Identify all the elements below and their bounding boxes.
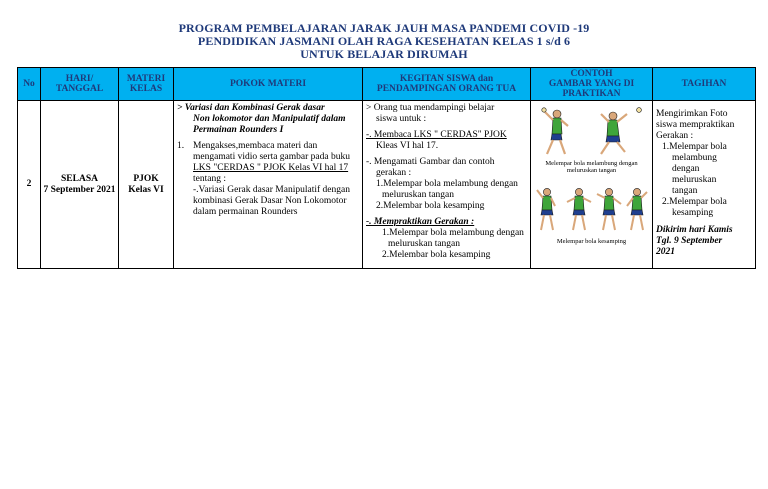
side-throw-illustration [535,182,649,238]
program-table [17,67,756,269]
col-contoh: CONTOH GAMBAR YANG DI PRAKTIKAN [531,68,653,101]
title-line-3: UNTUK BELAJAR DIRUMAH [300,47,468,61]
title-line-2: PENDIDIKAN JASMANI OLAH RAGA KESEHATAN KELAS 1 s/d 6 [197,34,571,48]
row-example-images [531,101,653,269]
caption-overhead-throw-1: Melempar bola melambung dengan [545,160,638,167]
table-row [18,101,756,269]
col-kegiatan: KEGITAN SISWA dan PENDAMPINGAN ORANG TUA [363,68,531,101]
col-no: No [18,68,41,101]
caption-overhead-throw-2: meluruskan tangan [566,167,617,174]
col-pokok-materi: POKOK MATERI [174,68,363,101]
row-main-material: > Variasi dan Kombinasi Gerak dasar Non lokomotor dan Manipulatif dalam Permainan Rounders I 1. Mengakses,membaca materi dan mengamati vidio serta gambar pada buku LKS "CERDAS " PJOK Kelas VI hal 17 tentang : -.Variasi Gerak dasar Manipulatif dengan kombinasi Gerak Dasar Non Lokomotor dalam permainan Rounders [174,101,363,269]
col-tagihan: TAGIHAN [653,68,756,101]
title-line-1: PROGRAM PEMBELAJARAN JARAK JAUH MASA PANDEMI COVID -19 [178,21,590,35]
col-hari-tanggal: HARI/ TANGGAL [41,68,119,101]
row-subject-class: PJOK Kelas VI [119,101,174,269]
caption-side-throw: Melempar bola kesamping [556,238,627,245]
col-materi-kelas: MATERI KELAS [119,68,174,101]
row-number: 2 [18,101,41,269]
row-activities: > Orang tua mendampingi belajar siswa untuk : -. Membaca LKS " CERDAS" PJOK Kleas VI hal 17. -. Mengamati Gambar dan contoh gerakan : 1.Melempar bola melambung dengan meluruskan tangan 2.Melembar bola kesamping -. Mempraktikan Gerakan : 1.Melempar bola melambung dengan meluruskan tangan 2.Melembar bola kesamping [363,101,531,269]
overhead-throw-illustration [535,104,649,160]
table-header-row [18,68,756,101]
row-day-date: SELASA 7 September 2021 [41,101,119,269]
row-assignment: Mengirimkan Foto siswa mempraktikan Gerakan : 1.Melempar bola melambung dengan meluruskan tangan 2.Melempar bola kesamping Dikirim hari Kamis Tgl. 9 September 2021 [653,101,756,269]
